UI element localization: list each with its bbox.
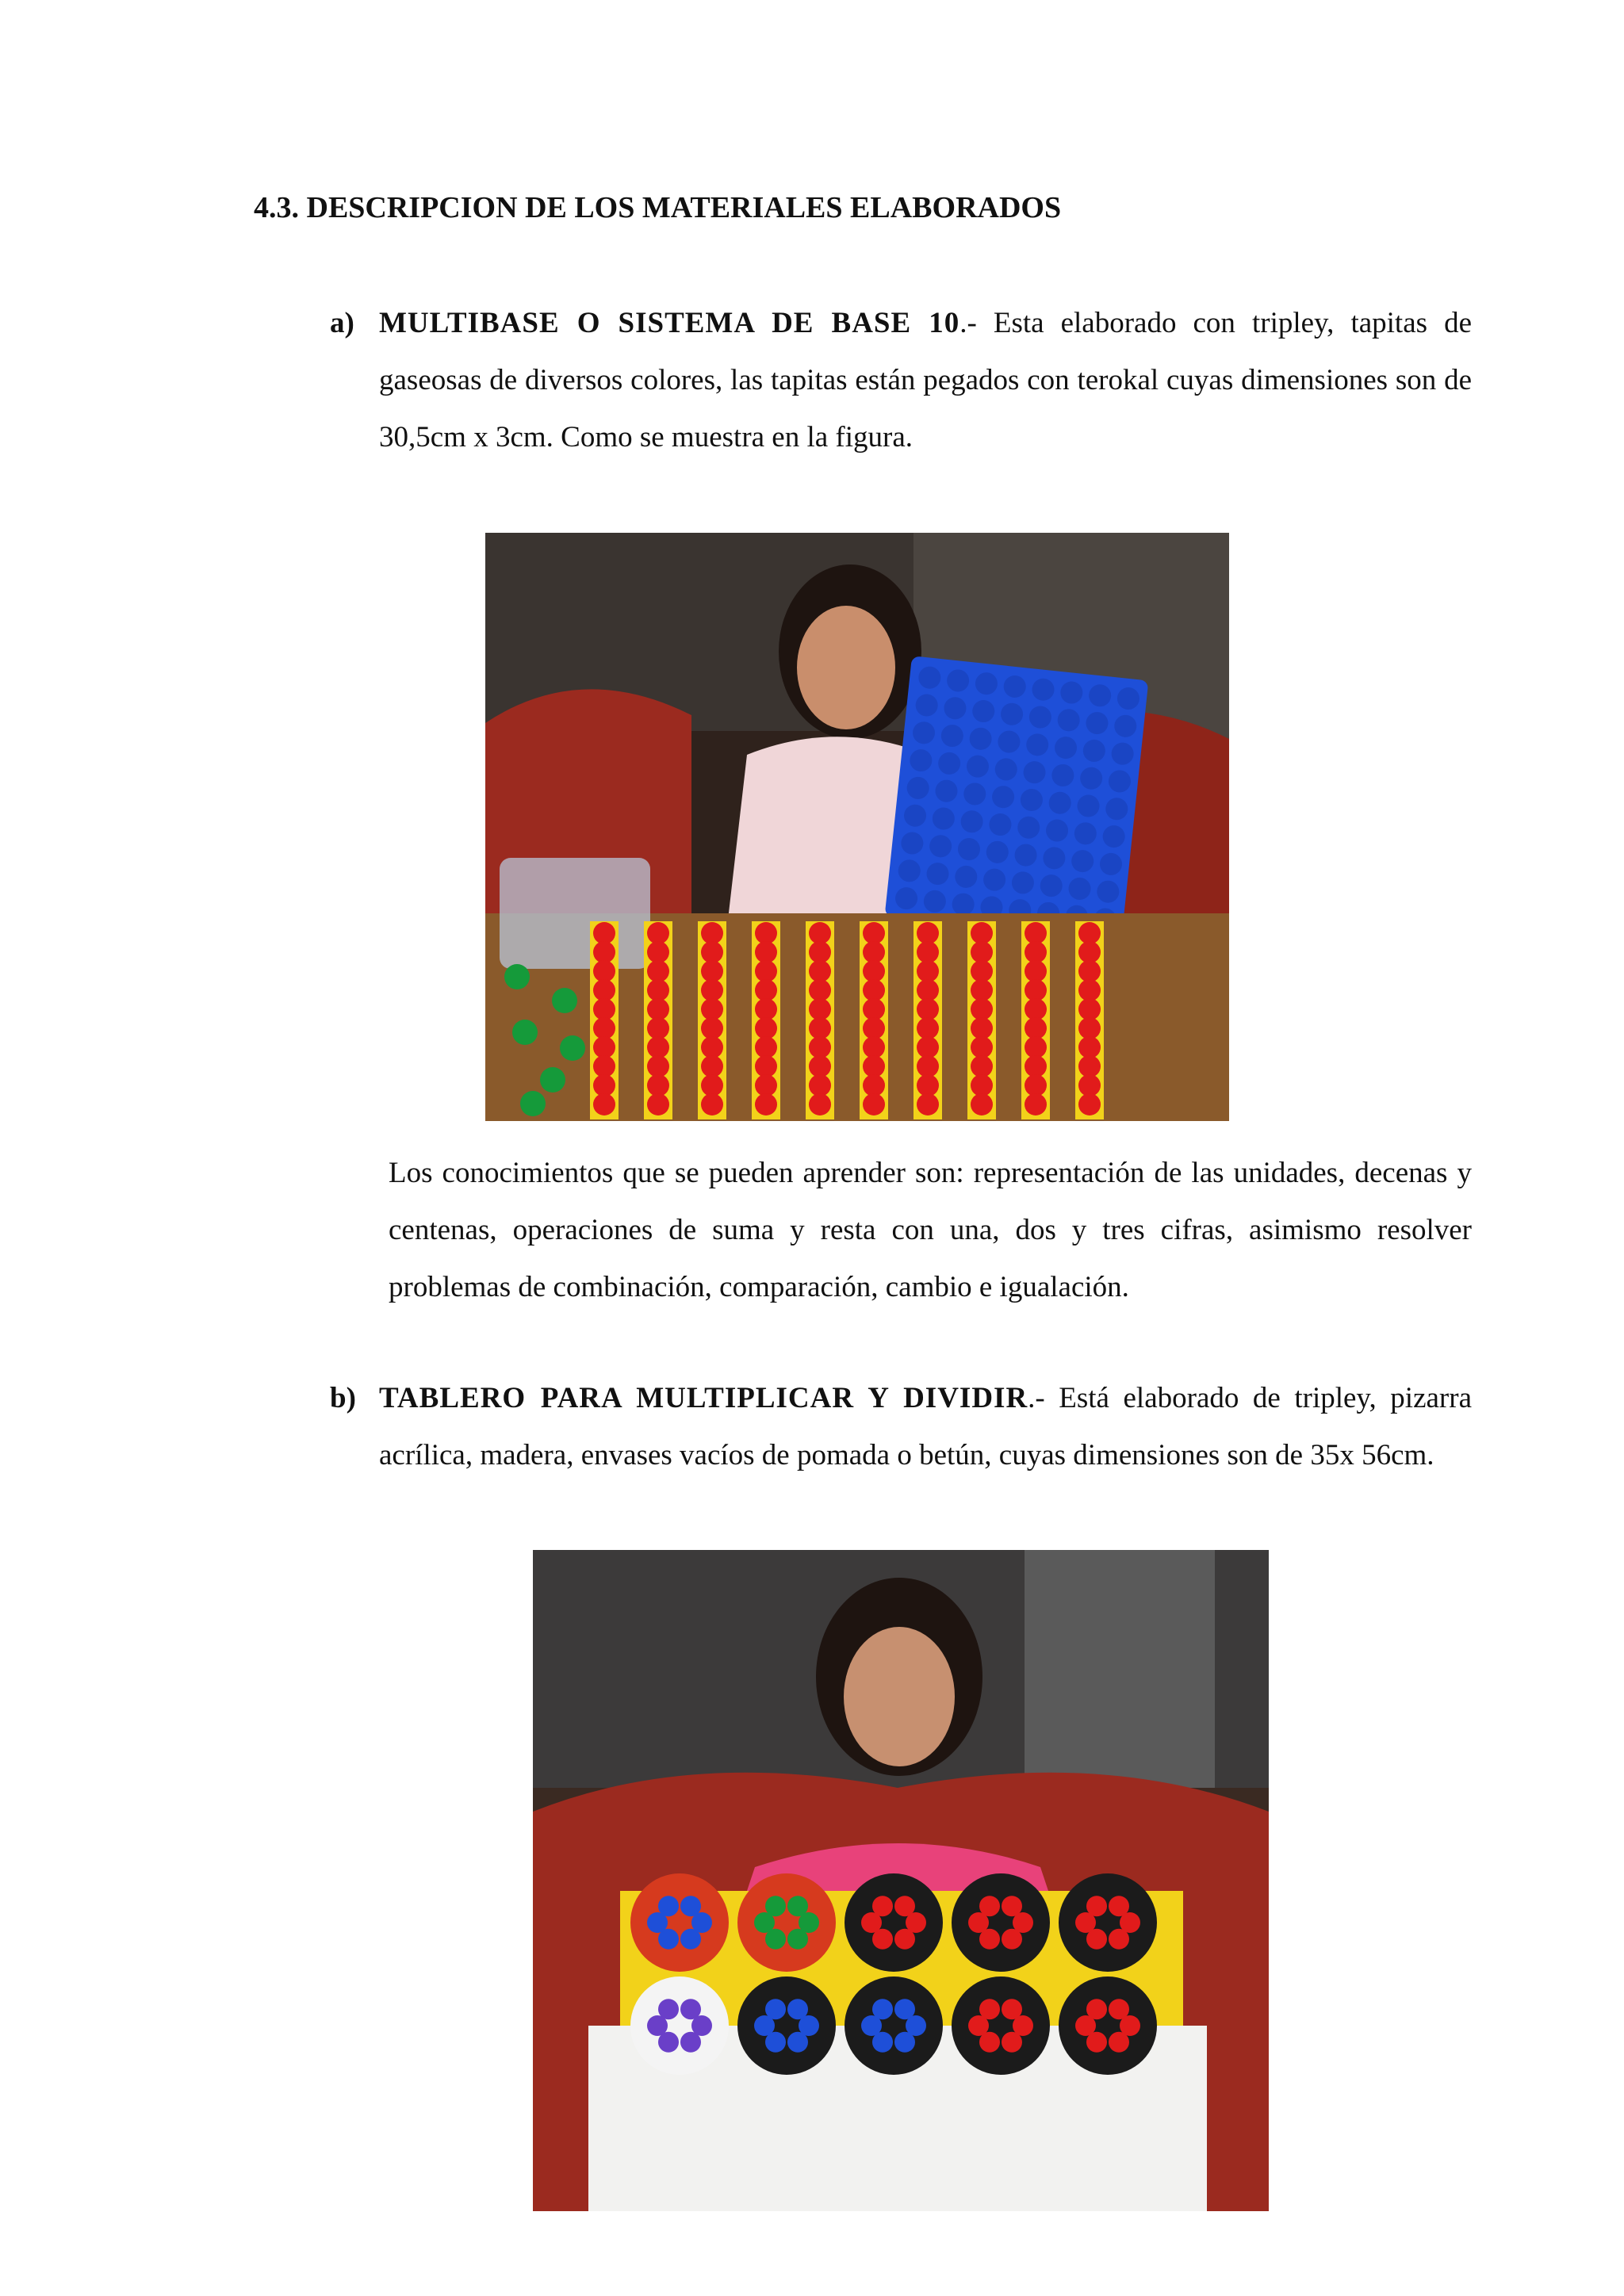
item-heading-a: MULTIBASE O SISTEMA DE BASE 10 (379, 307, 960, 339)
photo-tablero (533, 1550, 1269, 2211)
item-body-a: .- Esta elaborado con tripley, tapitas de gaseosas de diversos colores, las tapitas están pegados con terokal cuyas dimensiones son de 30,5cm x 3cm. Como se muestra en la figura. (379, 307, 1472, 453)
item-body-b: .- Está elaborado de tripley, pizarra acrílica, madera, envases vacíos de pomada o betún, cuyas dimensiones son de 35x 56cm. (379, 1382, 1472, 1471)
photo-multibase (485, 533, 1229, 1121)
item-text-b (379, 1370, 1472, 1484)
photo-multibase-illustration (485, 533, 1229, 1121)
item-tablero (330, 1370, 1472, 1484)
item-multibase (330, 295, 1472, 466)
item-text-a (379, 295, 1472, 466)
paragraph-conocimientos: Los conocimientos que se pueden aprender son: representación de las unidades, decenas y centenas, operaciones de suma y resta con una, dos y tres cifras, asimismo resolver problemas de combinación, comparación, cambio e igualación. (389, 1157, 1472, 1303)
item-heading-b: TABLERO PARA MULTIPLICAR Y DIVIDIR (379, 1382, 1028, 1414)
section-title: 4.3. DESCRIPCION DE LOS MATERIALES ELABORADOS (254, 191, 1062, 224)
item-label-b: b) (330, 1382, 356, 1414)
item-label-a: a) (330, 307, 354, 339)
photo-tablero-illustration (533, 1550, 1269, 2211)
